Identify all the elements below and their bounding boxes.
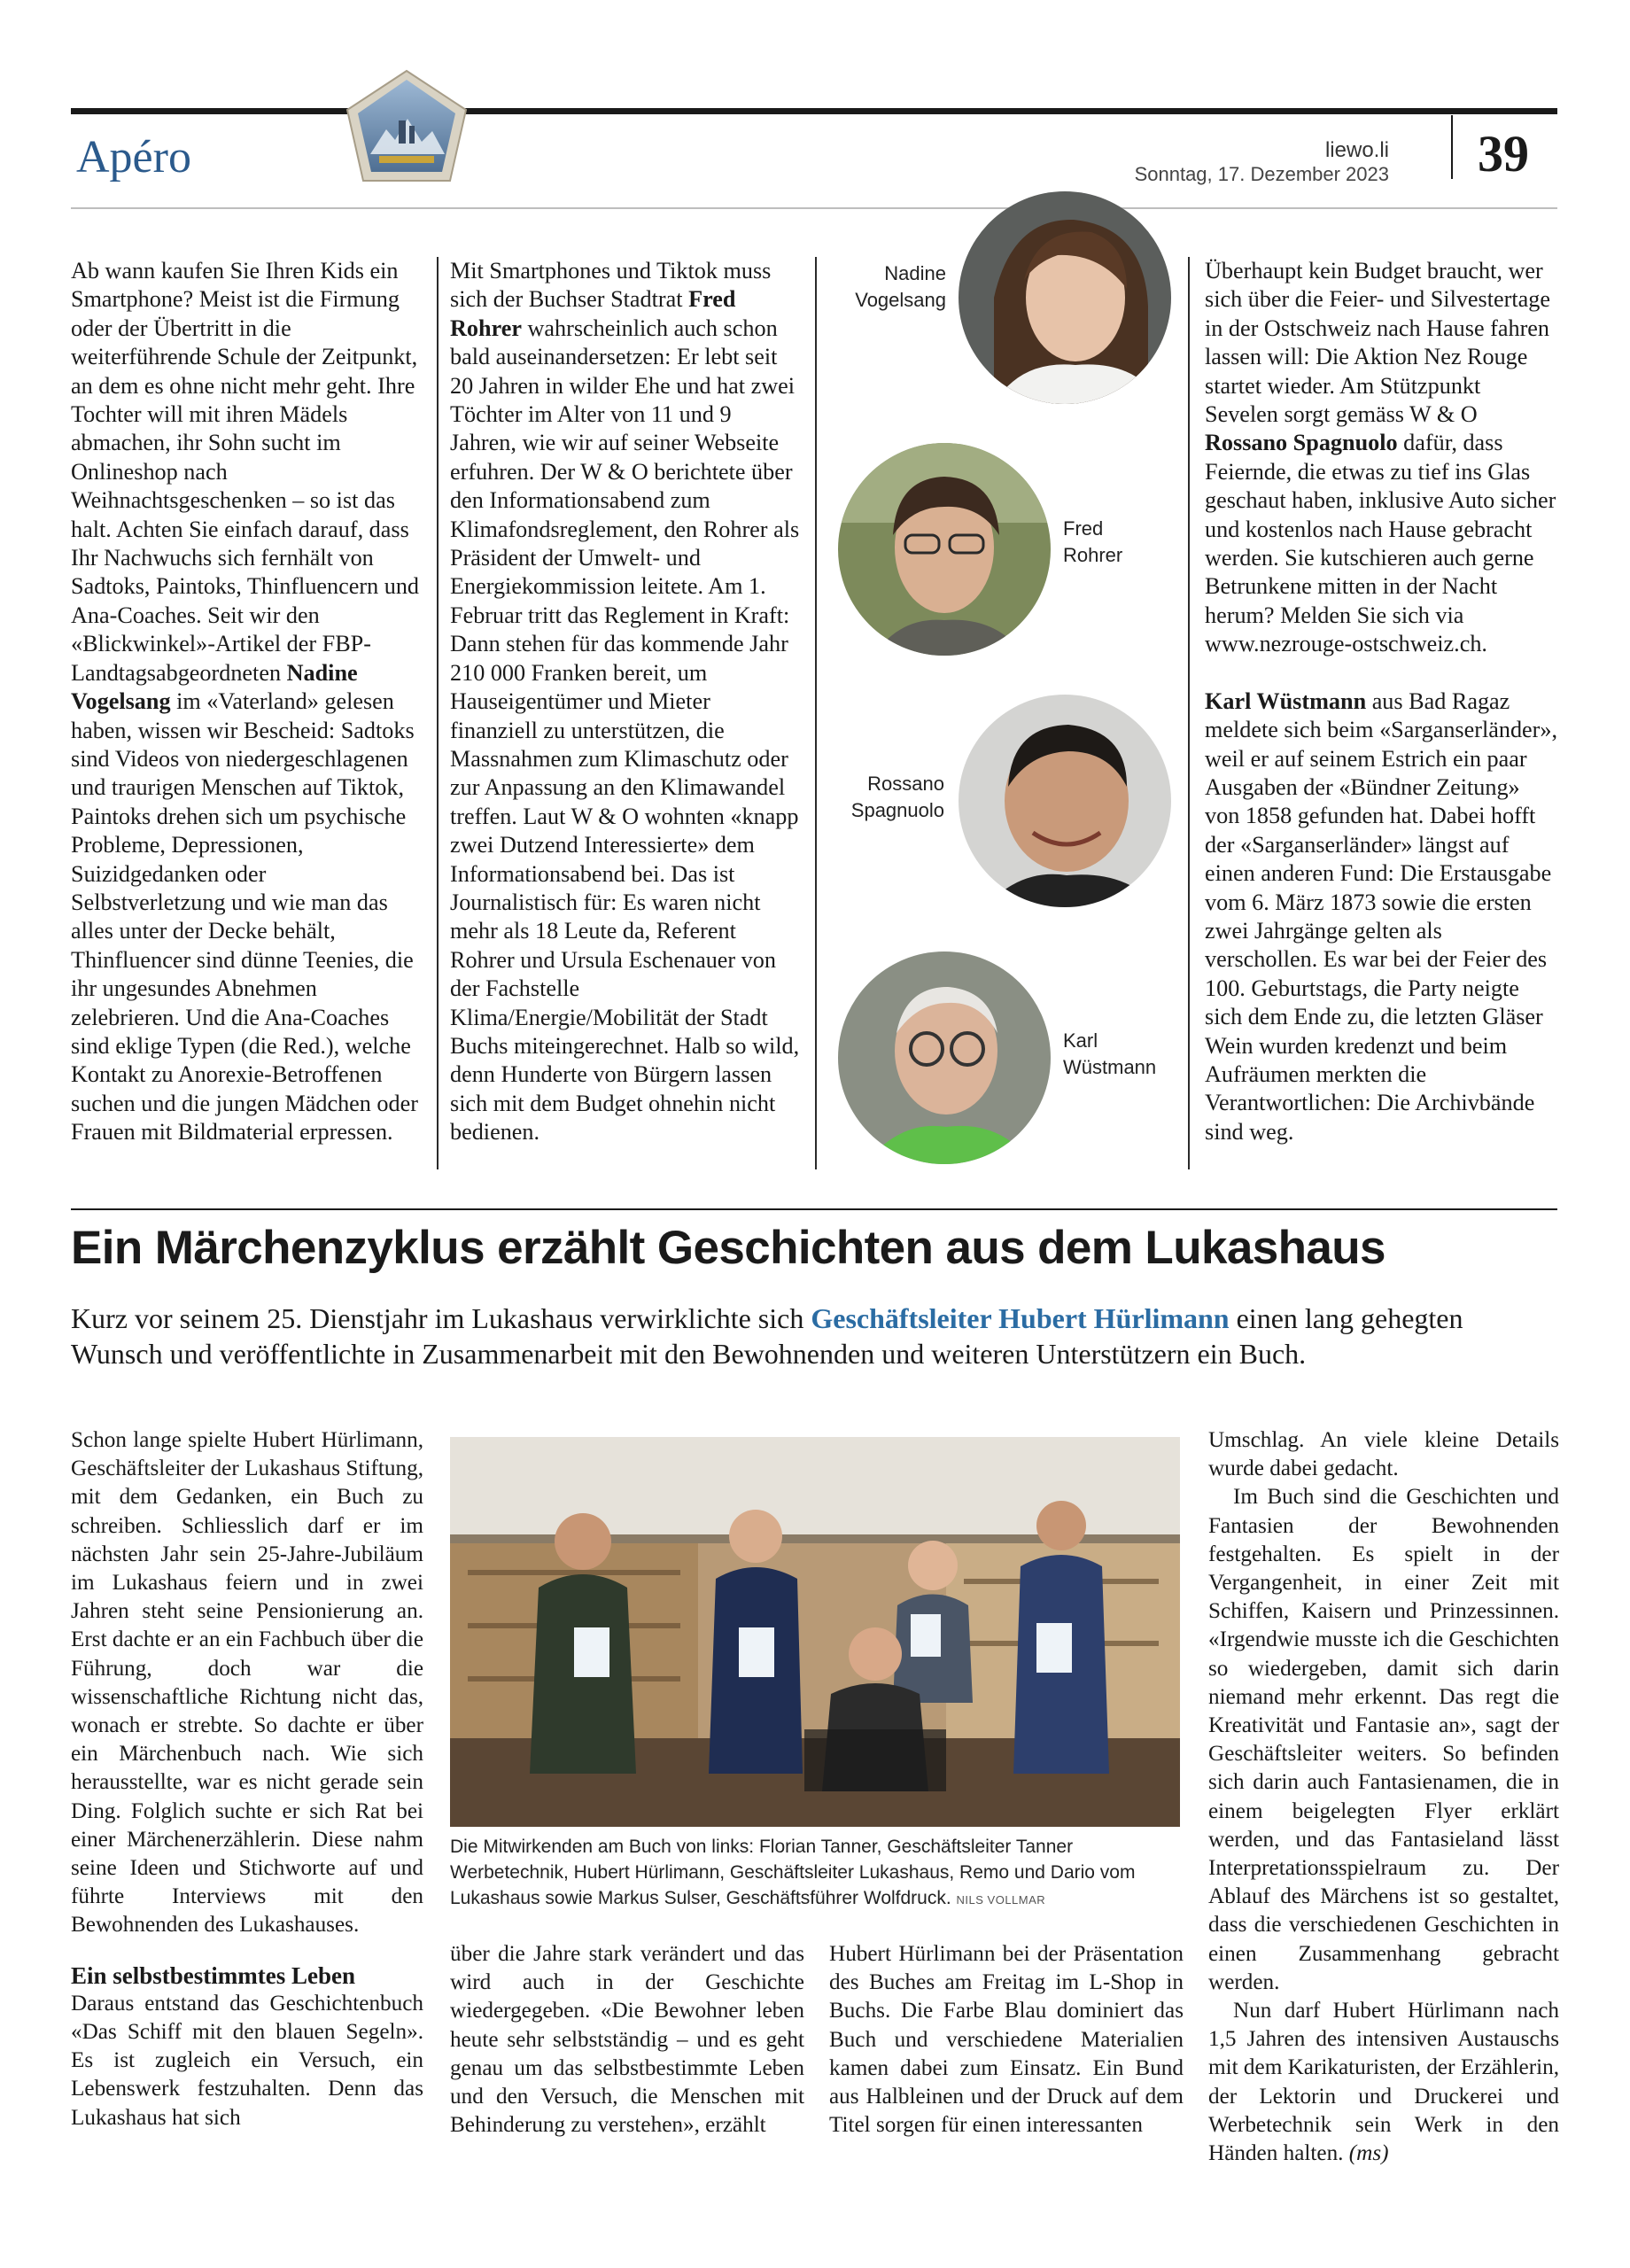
article-paragraph: Daraus entstand das Geschichtenbuch «Das Schiff mit den blauen Segeln». Es ist zugleich ein Versuch, ein Lebenswerk festzuhalten. Denn das Lukashaus hat sich [71,1991,423,2130]
portrait-photo-rohrer [838,443,1051,656]
article-headline: Ein Märchenzyklus erzählt Geschichten aus dem Lukashaus [71,1222,1386,1274]
column-divider [815,257,817,1169]
article-paragraph: Im Buch sind die Geschichten und Fantasien der Bewohnenden festgehalten. Es spielt in der Vergangenheit, in einer Zeit mit Schiffen, Kaisern und Prinzessinnen. «Irgendwie musste ich die Geschichten so wiedergeben, damit sich darin niemand mehr erkennt. Das regt die Kreativität und Fantasie an», sagt der Geschäftsleiter weiters. So befinden sich darin auch Fantasienamen, die in einem beigelegten Flyer erklärt werden, und das Fantasieland lässt Interpretationsspielraum zu. Der Ablauf des Märchens ist so gestaltet, dass die verschiedenen Geschichten in einen Zusammenhang gebracht werden. [1208,1485,1559,1994]
gossip-column-4 [1205,257,1559,1146]
gossip-paragraph: Überhaupt kein Budget braucht, wer sich über die Feier- und Silvestertage in der Ostschweiz nach Hause fahren lassen will: Die Aktion Nez Rouge startet wieder. Am Stützpunkt Sevelen sorgt gemäss W & O Rossano Spagnuolo dafür, dass Feiernde, die etwas zu tief ins Glas geschaut haben, inklusive Auto sicher und kostenlos nach Hause gebracht werden. Sie kutschieren auch gerne Betrunkene mitten in der Nacht herum? Melden Sie sich via www.nezrouge-ostschweiz.ch. [1205,258,1556,657]
author-signoff: (ms) [1348,2141,1389,2166]
site-name: liewo.li [1324,138,1389,162]
article-paragraph: Schon lange spielte Hubert Hürlimann, Geschäftsleiter der Lukashaus Stiftung, mit dem Gedanken, ein Buch zu schreiben. Schliesslich darf er im nächsten Jahr sein 25-Jahre-Jubiläum im Lukashaus feiern und in zwei Jahren steht seine Pensionierung an. Erst dachte er an ein Fachbuch über die Führung, doch war die wissenschaftliche Richtung nicht das, wonach er strebte. So dachte er über ein Märchenbuch nach. Wie sich herausstellte, war es nicht gerade sein Ding. Folglich suchte er sich Rat bei einer Märchenerzählerin. Diese nahm seine Ideen und Stichworte auf und führte Interviews mit den Bewohnenden des Lukashauses. [71,1428,423,1938]
article-column-2 [450,1940,804,2140]
header-rule [71,207,1557,209]
article-lead: Kurz vor seinem 25. Dienstjahr im Lukashaus verwirklichte sich Geschäftsleiter Hubert Hürlimann einen lang gehegten Wunsch und veröffentlichte in Zusammenarbeit mit den Bewohnenden und weiteren Unterstützern ein Buch. [71,1302,1463,1370]
article-column-4 [1208,1426,1559,2168]
photo-caption: Die Mitwirkenden am Buch von links: Florian Tanner, Geschäftsleiter Tanner Werbetechnik, Hubert Hürlimann, Geschäftsleiter Lukashaus, Remo und Dario vom Lukashaus sowie Markus Sulser, Geschäftsführer Wolfdruck. NILS VOLLMAR [450,1837,1136,1908]
page-number: 39 [1478,125,1529,183]
column-divider [1188,257,1190,1169]
portrait-name-rohrer: Fred Rohrer [1063,517,1123,566]
group-photo [450,1437,1180,1827]
article-paragraph: Umschlag. An viele kleine Details wurde dabei gedacht. [1208,1428,1559,1481]
portrait-photo-wuestmann [838,951,1051,1164]
portrait-photo-spagnuolo [959,695,1171,907]
portrait-name-spagnuolo: Rossano Spagnuolo [850,773,944,821]
advent-badge-logo [344,67,470,186]
article-paragraph: über die Jahre stark verändert und das wird auch in der Geschichte wiedergegeben. «Die Bewohner leben heute sehr selbstständig – und es geht genau um das selbstbestimmte Leben und den Versuch, die Menschen mit Behinderung zu verstehen», erzählt [450,1942,804,2138]
top-rule [71,108,1557,114]
gossip-paragraph: Mit Smartphones und Tiktok muss sich der Buchser Stadtrat Fred Rohrer wahrscheinlich auch schon bald auseinandersetzen: Er lebt seit 20 Jahren in wilder Ehe und hat zwei Töchter im Alter von 11 und 9 Jahren, wie wir auf seiner Webseite erfuhren. Der W & O berichtete über den Informationsabend zum Klimafondsreglement, den Rohrer als Präsident der Umwelt- und Energiekommission leitete. Am 1. Februar tritt das Reglement in Kraft: Dann stehen für das kommende Jahr 210 000 Franken bereit, um Hauseigentümer und Mieter finanziell zu unterstützen, die Massnahmen zum Klimaschutz oder zur Anpassung an den Klimawandel treffen. Laut W & O wohnten «knapp zwei Dutzend Interessierte» dem Informationsabend bei. Das ist Journalistisch für: Es waren nicht mehr als 18 Leute da, Referent Rohrer und Ursula Eschenauer von der Fachstelle Klima/Energie/Mobilität der Stadt Buchs miteingerechnet. Halb so wild, denn Hunderte von Bürgern lassen sich mit dem Budget ohnehin nicht bedienen. [450,258,800,1146]
header-divider [1451,115,1453,179]
portrait-photo-vogelsang [959,191,1171,404]
article-rule [71,1208,1557,1210]
gossip-paragraph: Ab wann kaufen Sie Ihren Kids ein Smartphone? Meist ist die Firmung oder der Übertritt in die weiterführende Schule der Zeitpunkt, an dem es ohne nicht mehr geht. Ihre Tochter will mit ihren Mädels abmachen, ihr Sohn sucht im Onlineshop nach Weihnachtsgeschenken – so ist das halt. Achten Sie einfach darauf, dass Ihr Nachwuchs sich fernhält von Sadtoks, Paintoks, Thinfluencern und Ana-Coaches. Seit wir den «Blickwinkel»-Artikel der FBP-Landtagsabgeordneten Nadine Vogelsang im «Vaterland» gelesen haben, wissen wir Bescheid: Sadtoks sind Videos von niedergeschlagenen und traurigen Menschen auf Tiktok, Paintoks drehen sich um psychische Probleme, Depressionen, Suizidgedanken oder Selbstverletzung und wie man das alles unter der Decke behält, Thinfluencer sind dünne Teenies, die ihr ungesundes Abnehmen zelebrieren. Und die Ana-Coaches sind eklige Typen (die Red.), welche Kontakt zu Anorexie-Betroffenen suchen und die jungen Mädchen oder Frauen mit Bildmaterial erpressen. [71,258,420,1146]
article-paragraph: Nun darf Hubert Hürlimann nach 1,5 Jahren des intensiven Austauschs mit dem Karikaturisten, der Erzählerin, der Lektorin und Druckerei und Werbetechnik sein Werk in den Händen halten. (ms) [1208,1999,1559,2166]
gossip-paragraph: Karl Wüstmann aus Bad Ragaz meldete sich beim «Sarganserländer», weil er auf seinem Estrich ein paar Ausgaben der «Bündner Zeitung» von 1858 gefunden hat. Dabei hofft der «Sarganserländer» längst auf einen anderen Fund: Die Erstausgabe vom 6. März 1873 sowie die ersten zwei Jahrgänge gelten als verschollen. Es war bei der Feier des 100. Geburtstags, die Party neigte sich dem Ende zu, die letzten Gläser Wein wurden kredenzt und beim Aufräumen merkten die Verantwortlichen: Die Archivbände sind weg. [1205,687,1558,1145]
article-subhead: Ein selbstbestimmtes Leben [71,1961,356,1989]
gossip-column-2 [450,257,803,1147]
issue-date: Sonntag, 17. Dezember 2023 [1134,163,1389,185]
portrait-name-wuestmann: Karl Wüstmann [1063,1029,1157,1078]
gossip-column-1 [71,257,425,1147]
article-paragraph: Hubert Hürlimann bei der Präsentation des Buches am Freitag im L-Shop in Buchs. Die Farbe Blau dominiert das Buch und verschiedene Materialien kamen dabei zum Einsatz. Ein Bund aus Halbleinen und der Druck auf dem Titel sorgen für einen interessanten [829,1942,1184,2138]
section-label: Apéro [76,132,191,183]
article-column-3 [829,1940,1184,2140]
column-divider [437,257,439,1169]
article-column-1 [71,1426,423,2132]
portrait-name-vogelsang: Nadine Vogelsang [855,262,946,311]
photo-credit: NILS VOLLMAR [956,1893,1046,1907]
